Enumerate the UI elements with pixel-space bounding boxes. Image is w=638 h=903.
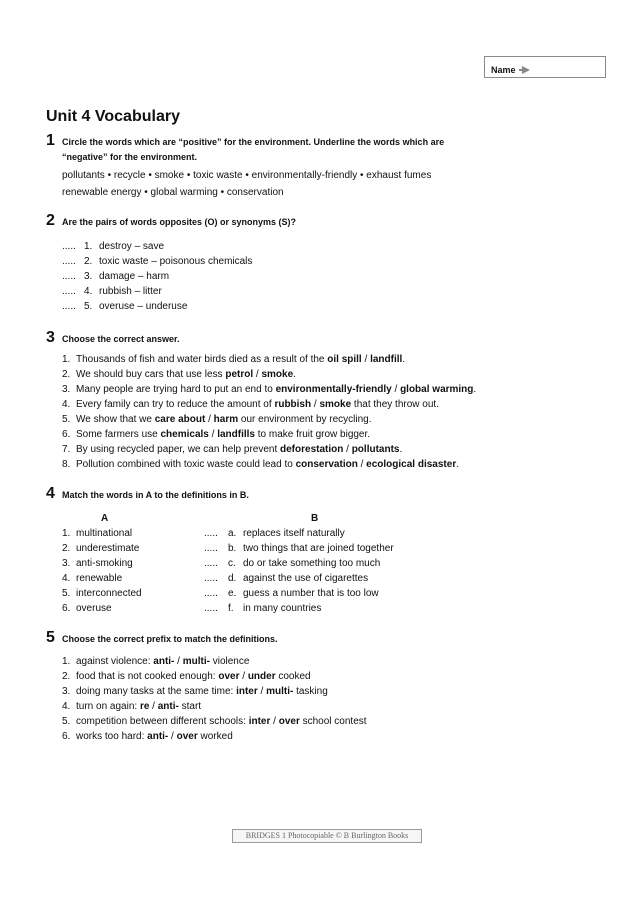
definition: do or take something too much xyxy=(243,558,381,569)
option-1: petrol xyxy=(225,369,254,380)
definition: in many countries xyxy=(243,603,322,614)
sentence-end: . xyxy=(456,459,459,470)
sentence-end: . xyxy=(399,444,403,455)
sentence-text: competition between different schools: xyxy=(76,716,249,727)
item-number: 4. xyxy=(62,701,71,712)
sentence xyxy=(76,444,402,455)
option-2: landfill xyxy=(370,354,403,365)
option-separator: / xyxy=(149,701,158,712)
option-separator: / xyxy=(311,399,320,410)
sentence xyxy=(76,384,476,395)
section-5-number: 5 xyxy=(46,629,55,646)
sentence-end: that they throw out. xyxy=(351,399,439,410)
section-1-instruction-line-2: “negative” for the environment. xyxy=(62,152,198,162)
answer-blank: ..... xyxy=(204,588,218,599)
sentence-end: school contest xyxy=(299,716,367,727)
sentence xyxy=(76,701,201,712)
sentence-end: worked xyxy=(197,731,233,742)
option-separator: / xyxy=(343,444,352,455)
option-separator: / xyxy=(239,671,248,682)
sentence-end: our environment by recycling. xyxy=(238,414,372,425)
word-pair: overuse – underuse xyxy=(99,301,188,312)
option-separator: / xyxy=(253,369,262,380)
item-number: 5. xyxy=(84,301,93,312)
name-label: Name xyxy=(491,65,516,75)
sentence-end: . xyxy=(293,369,296,380)
sentence-end: . xyxy=(473,384,477,395)
option-1: chemicals xyxy=(160,429,209,440)
item-number: 5. xyxy=(62,414,71,425)
sentence-end: tasking xyxy=(293,686,328,697)
sentence-text: doing many tasks at the same time: xyxy=(76,686,237,697)
definition-letter: e. xyxy=(228,588,237,599)
answer-blank: ..... xyxy=(204,543,218,554)
option-1: oil spill xyxy=(327,354,362,365)
section-5-instruction: Choose the correct prefix to match the definitions. xyxy=(62,634,278,644)
sentence xyxy=(76,716,367,727)
option-separator: / xyxy=(357,459,367,470)
definition-letter: d. xyxy=(228,573,237,584)
section-1-word-list-2: renewable energy • global warming • conservation xyxy=(62,187,284,198)
sentence-end: cooked xyxy=(275,671,311,682)
section-2-number: 2 xyxy=(46,212,55,229)
sentence xyxy=(76,459,459,470)
sentence-text: Every family can try to reduce the amount of xyxy=(76,399,275,410)
sentence xyxy=(76,671,311,682)
option-separator: / xyxy=(361,354,371,365)
option-1: care about xyxy=(154,414,206,425)
item-number: 7. xyxy=(62,444,71,455)
sentence-end: . xyxy=(402,354,406,365)
item-number: 4. xyxy=(62,399,71,410)
option-2: anti- xyxy=(157,701,179,712)
option-2: ecological disaster xyxy=(366,459,457,470)
column-a-heading: A xyxy=(101,513,109,524)
item-number: 3. xyxy=(84,271,93,282)
item-number: 1. xyxy=(62,528,71,539)
section-2-instruction: Are the pairs of words opposites (O) or synonyms (S)? xyxy=(62,217,297,227)
answer-blank: ..... xyxy=(204,528,218,539)
item-number: 4. xyxy=(84,286,93,297)
item-number: 4. xyxy=(62,573,71,584)
answer-blank: ..... xyxy=(62,241,76,252)
option-separator: / xyxy=(205,414,214,425)
option-2: pollutants xyxy=(351,444,400,455)
sentence-text: We should buy cars that use less xyxy=(76,369,226,380)
sentence-text: against violence: xyxy=(76,656,154,667)
section-4-number: 4 xyxy=(46,485,55,502)
option-2: over xyxy=(176,731,198,742)
option-2: landfills xyxy=(217,429,255,440)
option-1: inter xyxy=(236,686,258,697)
option-2: under xyxy=(247,671,276,682)
option-2: harm xyxy=(213,414,239,425)
sentence xyxy=(76,686,328,697)
item-number: 2. xyxy=(84,256,93,267)
option-separator: / xyxy=(391,384,401,395)
item-number: 1. xyxy=(62,656,71,667)
sentence xyxy=(76,731,233,742)
sentence-end: start xyxy=(178,701,202,712)
option-1: conservation xyxy=(295,459,358,470)
section-3-number: 3 xyxy=(46,329,55,346)
sentence-text: Pollution combined with toxic waste could lead to xyxy=(76,459,296,470)
item-number: 6. xyxy=(62,429,71,440)
sentence xyxy=(76,656,249,667)
section-1-word-list-1: pollutants • recycle • smoke • toxic waste • environmentally-friendly • exhaust fumes xyxy=(62,170,432,181)
sentence-text: food that is not cooked enough: xyxy=(76,671,219,682)
word-pair: toxic waste – poisonous chemicals xyxy=(99,256,253,267)
option-1: anti- xyxy=(153,656,175,667)
item-number: 2. xyxy=(62,671,71,682)
word: anti-smoking xyxy=(76,558,133,569)
item-number: 2. xyxy=(62,543,71,554)
sentence xyxy=(76,399,439,410)
definition-letter: a. xyxy=(228,528,237,539)
sentence-text: Some farmers use xyxy=(76,429,161,440)
word-pair: rubbish – litter xyxy=(99,286,162,297)
sentence xyxy=(76,369,296,380)
option-1: re xyxy=(139,701,150,712)
option-2: over xyxy=(278,716,300,727)
option-separator: / xyxy=(168,731,177,742)
option-separator: / xyxy=(208,429,218,440)
footer-copyright: BRIDGES 1 Photocopiable © B Burlington Books xyxy=(232,829,422,843)
definition: two things that are joined together xyxy=(243,543,394,554)
item-number: 5. xyxy=(62,588,71,599)
column-b-heading: B xyxy=(311,513,319,524)
sentence-end: to make fruit grow bigger. xyxy=(255,429,371,440)
item-number: 3. xyxy=(62,558,71,569)
page-title: Unit 4 Vocabulary xyxy=(46,108,180,125)
sentence xyxy=(76,429,370,440)
section-3-instruction: Choose the correct answer. xyxy=(62,334,180,344)
section-4-instruction: Match the words in A to the definitions in B. xyxy=(62,490,249,500)
option-separator: / xyxy=(270,716,279,727)
option-1: inter xyxy=(248,716,271,727)
item-number: 6. xyxy=(62,731,71,742)
definition-letter: b. xyxy=(228,543,237,554)
item-number: 1. xyxy=(84,241,93,252)
sentence-text: Thousands of fish and water birds died as a result of the xyxy=(76,354,328,365)
word: renewable xyxy=(76,573,123,584)
sentence-text: works too hard: xyxy=(76,731,148,742)
section-1-instruction-line-1: Circle the words which are “positive” for the environment. Underline the words which are xyxy=(62,137,445,147)
option-2: smoke xyxy=(319,399,352,410)
item-number: 1. xyxy=(62,354,71,365)
word-pair: destroy – save xyxy=(99,241,165,252)
definition-letter: f. xyxy=(228,603,234,614)
answer-blank: ..... xyxy=(62,256,76,267)
sentence-text: turn on again: xyxy=(76,701,140,712)
item-number: 3. xyxy=(62,686,71,697)
sentence-text: By using recycled paper, we can help prevent xyxy=(76,444,281,455)
definition: replaces itself naturally xyxy=(243,528,345,539)
answer-blank: ..... xyxy=(204,558,218,569)
definition: guess a number that is too low xyxy=(243,588,379,599)
answer-blank: ..... xyxy=(204,603,218,614)
definition-letter: c. xyxy=(228,558,236,569)
option-2: global warming xyxy=(400,384,474,395)
item-number: 8. xyxy=(62,459,71,470)
section-1-number: 1 xyxy=(46,132,55,149)
word: underestimate xyxy=(76,543,140,554)
sentence-text: We show that we xyxy=(76,414,155,425)
option-2: smoke xyxy=(261,369,294,380)
option-separator: / xyxy=(174,656,183,667)
answer-blank: ..... xyxy=(62,301,76,312)
option-separator: / xyxy=(257,686,267,697)
option-1: anti- xyxy=(147,731,169,742)
item-number: 5. xyxy=(62,716,71,727)
sentence-end: violence xyxy=(209,656,250,667)
sentence xyxy=(76,414,372,425)
option-1: environmentally-friendly xyxy=(275,384,392,395)
word-pair: damage – harm xyxy=(99,271,170,282)
answer-blank: ..... xyxy=(62,286,76,297)
option-1: over xyxy=(218,671,240,682)
name-field[interactable] xyxy=(484,56,606,78)
item-number: 2. xyxy=(62,369,71,380)
sentence-text: Many people are trying hard to put an end to xyxy=(76,384,276,395)
answer-blank: ..... xyxy=(204,573,218,584)
word: interconnected xyxy=(76,588,142,599)
sentence xyxy=(76,354,405,365)
option-2: multi- xyxy=(182,656,210,667)
word: multinational xyxy=(76,528,133,539)
option-1: rubbish xyxy=(274,399,312,410)
answer-blank: ..... xyxy=(62,271,76,282)
item-number: 6. xyxy=(62,603,71,614)
word: overuse xyxy=(76,603,112,614)
arrow-right-icon xyxy=(522,66,530,74)
option-2: multi- xyxy=(266,686,294,697)
definition: against the use of cigarettes xyxy=(243,573,369,584)
item-number: 3. xyxy=(62,384,71,395)
option-1: deforestation xyxy=(280,444,344,455)
